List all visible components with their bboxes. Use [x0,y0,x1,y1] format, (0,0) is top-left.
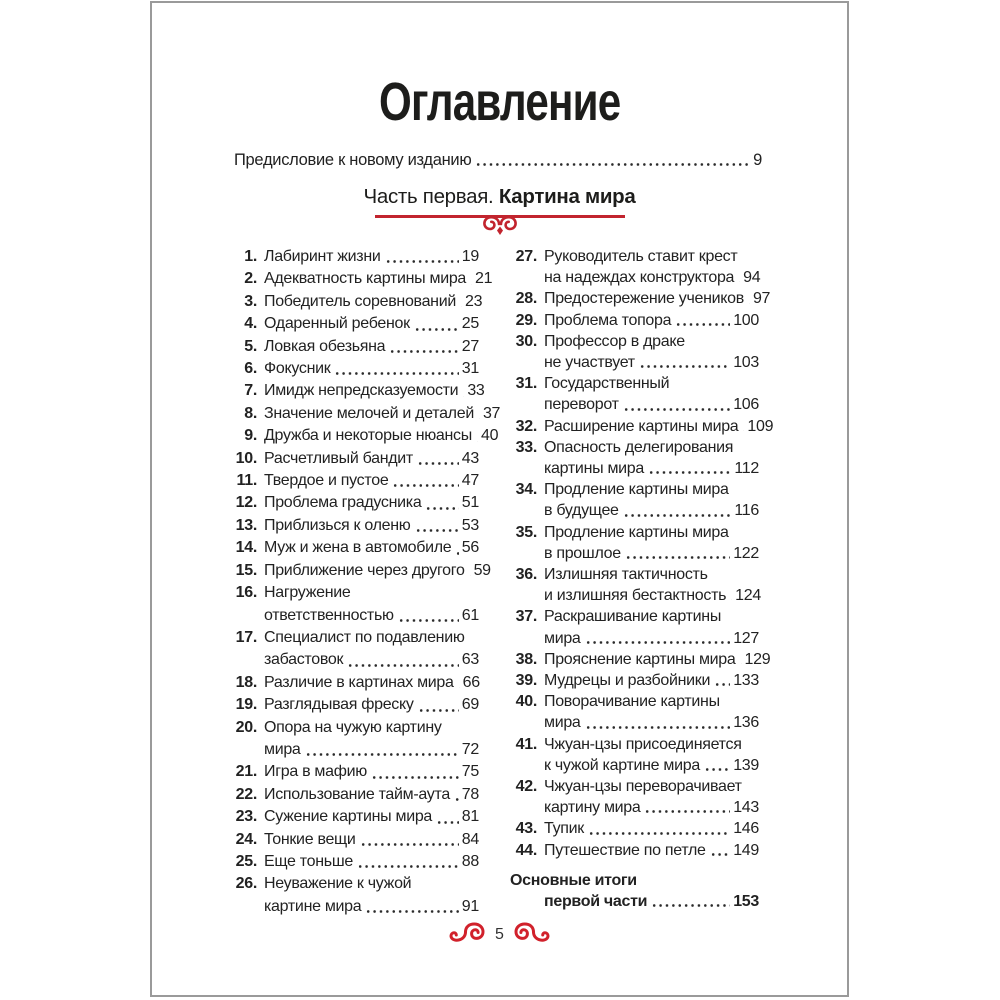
entry-number: 37. [515,608,537,626]
entry-number: 40. [515,693,537,711]
entry-number: 38. [515,650,537,668]
toc-entry-line [230,470,479,492]
dot-leader [651,903,730,908]
entry-number: 44. [515,841,537,859]
toc-entry-line [510,246,759,267]
book-page [150,1,849,997]
toc-entry-line [510,649,771,670]
dot-leader [414,327,459,332]
dot-leader [389,349,459,354]
part-number: Часть первая. [363,185,499,208]
entry-number: 30. [515,332,537,350]
entry-number: 15. [235,561,257,579]
dot-leader [585,640,731,645]
entry-title: Основные итоги [510,871,637,889]
swirl-ornament-left-icon [448,921,486,948]
entry-title: Предостережение учеников [544,290,744,308]
toc-entry-line [510,288,771,309]
scroll-ornament-icon [482,215,518,244]
entry-page-number: 103 [733,354,759,372]
entry-page-number: 136 [733,714,759,732]
toc-entry-line [510,840,759,861]
dot-leader [469,573,471,578]
toc-entry-line [510,416,774,437]
dot-leader [436,820,459,825]
entry-number: 12. [235,494,257,512]
dot-leader [462,394,464,399]
entry-title: Адекватность картины мира [264,270,467,288]
dot-leader [454,797,459,802]
entry-title: Дружба и некоторые нюансы [264,427,472,445]
dot-leader [360,842,459,847]
entry-number: 19. [235,696,257,714]
toc-entry-line [510,373,759,394]
entry-page-number: 100 [733,311,759,329]
entry-page-number: 33 [467,382,485,400]
dot-leader [392,483,458,488]
entry-number: 14. [235,539,257,557]
toc-entry-line [230,896,479,918]
toc-entry-line [230,515,479,537]
entry-title: переворот [544,396,619,414]
folio-page-number: 5 [495,925,504,943]
dot-leader [418,708,459,713]
entry-number: 33. [515,438,537,456]
toc-entry-line [510,437,759,458]
entry-page-number: 19 [461,248,479,265]
dot-leader [425,506,458,511]
dot-leader [675,322,730,327]
entry-number: 35. [515,523,537,541]
entry-number: 8. [244,404,257,422]
entry-number: 34. [515,481,537,499]
entry-page-number: 149 [733,841,759,859]
entry-page-number: 106 [733,396,759,414]
entry-page-number: 133 [733,672,759,690]
dot-leader [585,725,731,730]
toc-entry-line [510,818,759,839]
entry-title: Приближение через другого [264,561,465,579]
toc-entry-line [230,560,491,582]
dot-leader [742,428,744,433]
toc-entry-line [230,784,479,806]
entry-number: 24. [235,830,257,848]
entry-page-number: 124 [735,587,761,605]
entry-title: Разглядывая фреску [264,696,414,714]
toc-entry-line [230,291,483,313]
toc-entry-line [230,313,479,335]
swirl-ornament-right-icon [513,921,551,948]
entry-title: и излишняя бестактность [544,587,727,605]
entry-title: Еще тоньше [264,852,353,870]
entry-number: 9. [244,427,257,445]
dot-leader [740,661,742,666]
dot-leader [365,909,458,914]
entry-number: 25. [235,852,257,870]
entry-page-number: 88 [461,852,479,870]
entry-title: Одаренный ребенок [264,315,410,333]
dot-leader [460,304,462,309]
entry-title: Излишняя тактичность [544,566,708,584]
toc-entry-line [230,873,479,895]
entry-number: 7. [244,382,257,400]
dot-leader [455,551,458,556]
dot-leader [714,682,730,687]
entry-title: картины мира [544,460,644,478]
entry-number: 27. [515,248,537,265]
entry-number: 18. [235,673,257,691]
toc-entry-line [510,543,759,564]
entry-page-number: 25 [461,315,479,333]
toc-entry-line [230,829,479,851]
entry-page-number: 47 [461,472,479,490]
dot-leader [470,282,472,287]
dot-leader [623,513,732,518]
entry-number: 42. [515,778,537,796]
dot-leader [478,416,480,421]
entry-number: 32. [515,417,537,435]
entry-title: Проблема топора [544,311,672,329]
toc-entry-line [230,761,479,783]
dot-leader [639,364,730,369]
entry-number: 13. [235,516,257,534]
entry-title: Лабиринт жизни [264,248,381,265]
entry-title: Значение мелочей и деталей [264,404,474,422]
toc-column-right [510,246,774,918]
entry-number: 5. [244,337,257,355]
dot-leader [415,528,459,533]
entry-number: 28. [515,290,537,308]
dot-leader [417,461,459,466]
entry-title: Государственный [544,375,670,393]
dot-leader [475,162,750,167]
entry-title: Расширение картины мира [544,417,739,435]
toc-entry-line [510,712,759,733]
entry-number: 2. [244,270,257,288]
entry-page-number: 53 [461,516,479,534]
entry-title: Профессор в драке [544,332,685,350]
entry-number: 6. [244,360,257,378]
toc-entry-line [230,739,479,761]
toc-entry-line [510,352,759,373]
entry-page-number: 72 [461,740,479,758]
toc-entry-line [510,522,759,543]
entry-page-number: 23 [464,292,483,310]
entry-page-number: 116 [734,502,759,520]
entry-number: 10. [235,449,257,467]
entry-title: мира [544,714,581,732]
entry-title: Приблизься к оленю [264,516,411,534]
toc-entry-line [510,891,759,912]
toc-entry-line [230,358,479,380]
entry-title: ответственностью [264,606,394,624]
entry-page-number: 81 [461,808,479,826]
toc-entry-line [510,691,759,712]
toc-entry-line [230,537,479,559]
entry-title: Тупик [544,820,584,838]
toc-entry-line [510,310,759,331]
entry-page-number: 75 [461,763,479,781]
entry-title: Поворачивание картины [544,693,720,711]
entry-page-number: 139 [733,756,759,774]
entry-page-number: 59 [473,561,491,579]
entry-page-number: 109 [747,417,774,435]
entry-page-number: 66 [462,673,480,691]
entry-number: 29. [515,311,537,329]
entry-title: Муж и жена в автомобиле [264,539,452,557]
entry-page-number: 31 [461,360,479,378]
entry-page-number: 127 [733,629,759,647]
toc-entry-line [230,403,501,425]
toc-entry-line [510,585,759,606]
dot-leader [588,831,730,836]
dot-leader [476,439,478,444]
entry-title: Раскрашивание картины [544,608,722,626]
entry-page-number: 129 [744,650,771,668]
entry-page-number: 21 [475,270,493,288]
part-title: Картина мира [498,185,636,208]
entry-number: 17. [235,628,257,646]
entry-page-number: 56 [461,539,479,557]
entry-page-number: 40 [480,427,499,445]
entry-page-number: 84 [461,830,479,848]
toc-entry-line [230,246,479,268]
entry-title: на надеждах конструктора [544,269,735,287]
entry-title: Расчетливый бандит [264,449,413,467]
entry-title: Сужение картины мира [264,808,433,826]
toc-entry-line [230,448,479,470]
entry-page-number: 27 [461,337,479,355]
entry-title: Фокусник [264,360,331,378]
entry-title: Нагружение [264,584,351,602]
entry-title: Имидж непредсказуемости [264,382,459,400]
dot-leader [623,407,731,412]
entry-number: 11. [236,472,257,490]
page-footer [152,921,847,948]
toc-entry-line [510,628,759,649]
entry-title: Продление картины мира [544,481,729,499]
entry-title: Различие в картинах мира [264,673,454,691]
dot-leader [347,663,459,668]
toc-entry-line [510,776,759,797]
toc-entry-line [510,670,759,691]
entry-title: Использование тайм-аута [264,785,450,803]
entry-page-number: 69 [461,696,479,714]
entry-title: Твердое и пустое [264,472,389,490]
entry-title: Тонкие вещи [264,830,356,848]
toc-entry-line [230,268,493,290]
dot-leader [398,618,459,623]
toc-entry-line [230,851,479,873]
entry-page-number: 97 [752,290,771,308]
preface-label: Предисловие к новому изданию [234,151,472,169]
entry-page-number: 112 [734,460,759,478]
toc-entry-line [510,267,759,288]
entry-title: Неуважение к чужой [264,875,412,893]
toc-entry-line [510,755,759,776]
dot-leader [648,470,731,475]
entry-page-number: 78 [461,785,479,803]
dot-leader [748,301,750,306]
dot-leader [738,279,740,284]
entry-number: 22. [235,785,257,803]
entry-number: 31. [515,375,537,393]
entry-title: Специалист по подавлению [264,628,465,646]
entry-number: 26. [235,875,257,893]
toc-entry-line [510,797,759,818]
entry-title: Путешествие по петле [544,841,706,859]
page-title: Оглавление [378,72,621,132]
entry-title: первой части [544,893,648,911]
entry-number: 39. [515,672,537,690]
toc-entry-line [510,479,759,500]
toc-column-left [230,246,501,918]
part-header [152,185,847,209]
entry-title: Проблема градусника [264,494,422,512]
entry-page-number: 146 [733,820,759,838]
entry-number: 4. [244,315,257,333]
entry-number: 20. [235,718,257,736]
entry-title: в будущее [544,502,619,520]
toc-entry-line [510,606,759,627]
toc-entry-line [230,694,479,716]
toc-entry-line [230,672,479,694]
toc-entry-line [230,627,479,649]
toc-entry-line [510,394,759,415]
entry-number: 1. [244,248,257,265]
preface-entry [234,149,762,171]
toc-entry-line [230,605,479,627]
entry-title: Игра в мафию [264,763,367,781]
entry-page-number: 51 [461,494,479,512]
toc-entry-line [510,331,759,352]
toc-entry-line [230,425,499,447]
entry-title: Продление картины мира [544,523,729,541]
entry-title: мира [264,740,301,758]
entry-title: мира [544,629,581,647]
toc-entry-line [230,582,479,604]
dot-leader [644,809,730,814]
entry-number: 36. [515,566,537,584]
toc-entry-line [230,380,485,402]
entry-title: Опасность делегирования [544,438,734,456]
dot-leader [305,752,459,757]
entry-title: картине мира [264,897,362,915]
toc-entry-line [510,458,759,479]
entry-title: Мудрецы и разбойники [544,672,711,690]
entry-number: 21. [235,763,257,781]
dot-leader [625,555,730,560]
entry-title: Опора на чужую картину [264,718,442,736]
dot-leader [334,371,458,376]
entry-number: 3. [244,292,257,310]
entry-page-number: 63 [461,651,479,669]
dot-leader [710,852,731,857]
dot-leader [357,864,459,869]
entry-page-number: 43 [461,449,479,467]
entry-page-number: 91 [461,897,479,915]
toc-entry-line [510,564,759,585]
toc-entry-line [510,500,759,521]
dot-leader [458,685,460,690]
entry-number: 23. [235,808,257,826]
toc-entry-line [230,336,479,358]
entry-title: картину мира [544,799,641,817]
entry-number: 41. [515,735,537,753]
dot-leader [371,775,459,780]
toc-columns [230,246,774,918]
toc-entry-line [230,717,479,739]
entry-title: забастовок [264,651,344,669]
entry-title: к чужой картине мира [544,756,700,774]
entry-title: Победитель соревнований [264,292,456,310]
dot-leader [704,767,730,772]
toc-entry-line [510,734,759,755]
entry-page-number: 143 [733,799,759,817]
entry-page-number: 153 [733,893,759,911]
dot-leader [730,597,732,602]
entry-title: Чжуан-цзы переворачивает [544,778,742,796]
toc-entry-line [230,806,479,828]
toc-entry-line [510,870,759,891]
entry-title: Ловкая обезьяна [264,337,386,355]
entry-title: Прояснение картины мира [544,650,736,668]
entry-number: 43. [515,820,537,838]
toc-entry-line [230,649,479,671]
entry-page-number: 94 [743,269,761,287]
preface-page-number: 9 [753,151,762,169]
entry-title: Чжуан-цзы присоединяется [544,735,742,753]
entry-page-number: 122 [733,544,759,562]
entry-number: 16. [235,584,257,602]
dot-leader [385,259,459,264]
toc-entry-line [230,492,479,514]
entry-title: не участвует [544,354,635,372]
entry-title: в прошлое [544,544,621,562]
entry-page-number: 37 [482,404,501,422]
entry-title: Руководитель ставит крест [544,248,738,265]
entry-page-number: 61 [461,606,479,624]
